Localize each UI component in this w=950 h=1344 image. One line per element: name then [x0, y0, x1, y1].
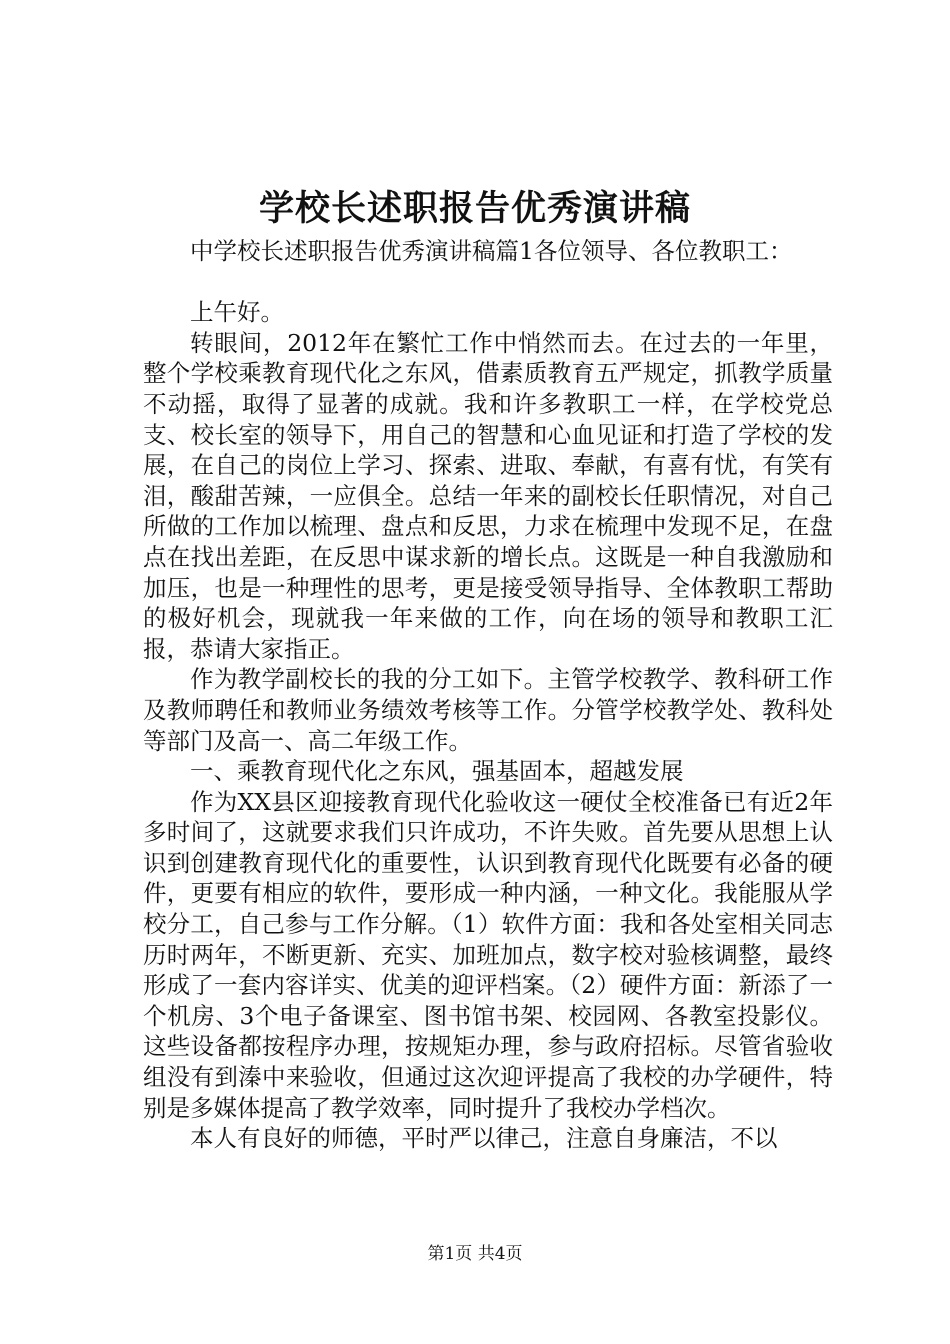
paragraph-ethics: 本人有良好的师德，平时严以律己，注意自身廉洁，不以 — [190, 1124, 778, 1153]
paragraph-review: 转眼间，2012年在繁忙工作中悄然而去。在过去的一年里，整个学校乘教育现代化之东风，借素质教育五严规定，抓教学质量不动摇，取得了显著的成就。我和许多教职工一样，在学校党总支、校长室的领导下，用自己的智慧和心血见证和打造了学校的发展，在自己的岗位上学习、探索、进取、奉献，有喜有忧，有笑有泪，酸甜苦辣，一应俱全。总结一年来的副校长任职情况，对自己所做的工作加以梳理、盘点和反思，力求在梳理中发现不足，在盘点在找出差距，在反思中谋求新的增长点。这既是一种自我激励和加压，也是一种理性的思考，更是接受领导指导、全体教职工帮助的极好机会，现就我一年来做的工作，向在场的领导和教职工汇报，恭请大家指正。 — [143, 328, 833, 663]
document-body — [143, 236, 833, 1154]
paragraph-duties: 作为教学副校长的我的分工如下。主管学校教学、教科研工作及教师聘任和教师业务绩效考核等工作。分管学校教学处、教科处等部门及高一、高二年级工作。 — [143, 665, 833, 755]
section-heading-1: 一、乘教育现代化之东风，强基固本，超越发展 — [190, 757, 684, 786]
paragraph-intro: 中学校长述职报告优秀演讲稿篇1各位领导、各位教职工： — [190, 237, 793, 265]
paragraph-greeting: 上午好。 — [190, 298, 284, 327]
page-footer: 第1页 共4页 — [427, 1244, 523, 1264]
document-title: 学校长述职报告优秀演讲稿 — [258, 188, 691, 229]
paragraph-modernization: 作为XX县区迎接教育现代化验收这一硬仗全校准备已有近2年多时间了，这就要求我们只许成功，不许失败。首先要从思想上认识到创建教育现代化的重要性，认识到教育现代化既要有必备的硬件，更要有相应的软件，要形成一种内涵，一种文化。我能服从学校分工，自己参与工作分解。（1）软件方面：我和各处室相关同志历时两年，不断更新、充实、加班加点，数字校对验核调整，最终形成了一套内容详实、优美的迎评档案。（2）硬件方面：新添了一个机房、3个电子备课室、图书馆书架、校园网、各教室投影仪。这些设备都按程序办理，按规矩办理，参与政府招标。尽管省验收组没有到溱中来验收，但通过这次迎评提高了我校的办学硬件，特别是多媒体提高了教学效率，同时提升了我校办学档次。 — [143, 787, 833, 1122]
